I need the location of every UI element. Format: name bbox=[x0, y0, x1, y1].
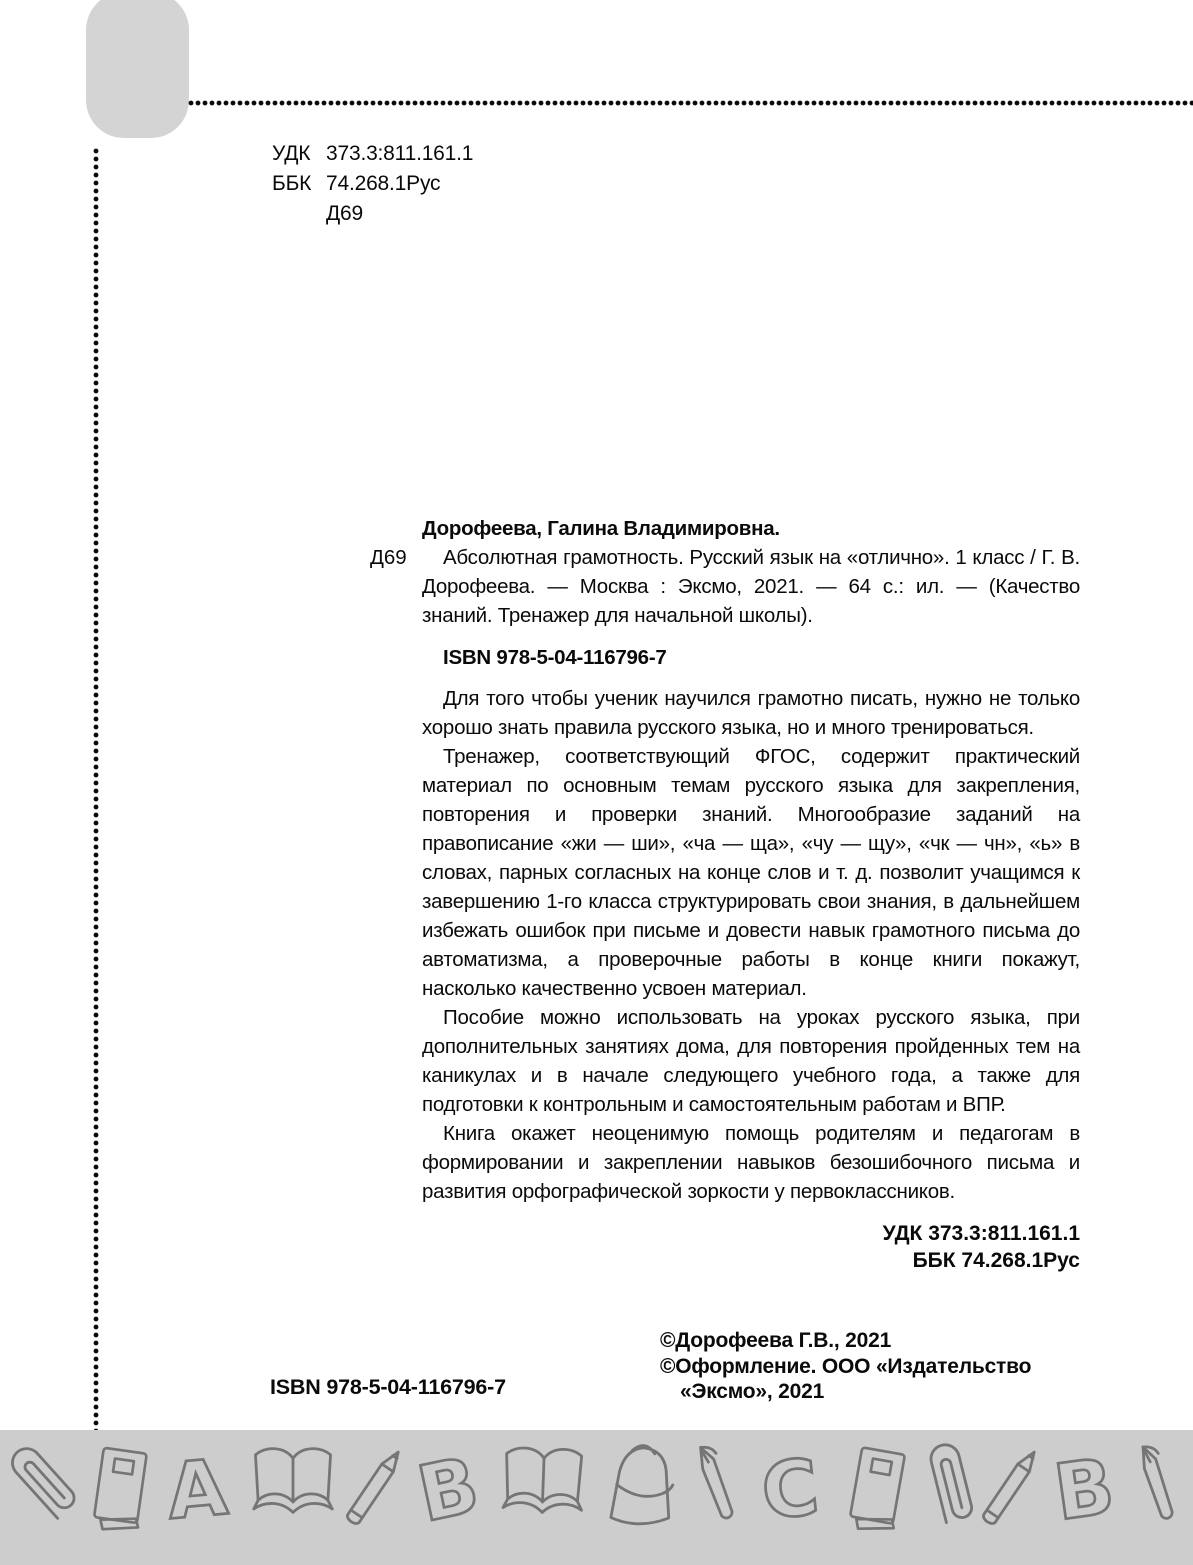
copyright-design: ©Оформление. ООО «Издательство bbox=[660, 1354, 1032, 1378]
svg-text:B: B bbox=[1048, 1442, 1120, 1539]
margin-author-sign: Д69 bbox=[370, 546, 407, 569]
udk-value: 373.3:811.161.1 bbox=[326, 142, 474, 165]
annotation-paragraph: Пособие можно использовать на уроках русского языка, при дополнительных занятиях дома, для повторения пройденных тем на каникулах и в начале следующего учебного года, а также для подготовки к контрольным и самостоятельным работам и ВПР. bbox=[422, 1006, 1080, 1116]
open-book-icon bbox=[493, 1432, 593, 1543]
svg-text:C: C bbox=[757, 1443, 823, 1538]
annotation-paragraph: Тренажер, соответствующий ФГОС, содержит практический материал по основным темам русского языка для закрепления, повторения и проверки знаний. Многообразие заданий на правописание «жи — ши», «ча — ща», «чу — щу», «чк — чн», «ь» в словах, парных согласных на конце слов и т. д. позволит учащимся к завершению 1-го класса структурировать свои знания, в дальнейшем избежать ошибок при письме и довести навык грамотного письма до автоматизма, а проверочные работы в конце книги покажут, насколько качественно усвоен материал. bbox=[422, 745, 1080, 1000]
open-book-icon bbox=[245, 1434, 341, 1542]
letter-c-icon bbox=[744, 1430, 835, 1546]
bbk-footer: ББК 74.268.1Рус bbox=[912, 1249, 1080, 1272]
author-sign: Д69 bbox=[326, 202, 363, 225]
notebook-icon bbox=[72, 1430, 156, 1547]
copyright-block bbox=[660, 1328, 1031, 1405]
author-heading: Дорофеева, Галина Владимировна. bbox=[422, 517, 780, 540]
svg-text:A: A bbox=[163, 1443, 231, 1538]
letter-b-icon bbox=[397, 1427, 498, 1549]
copyright-author: ©Дорофеева Г.В., 2021 bbox=[660, 1329, 892, 1352]
bbk-row bbox=[272, 169, 473, 199]
dotted-border-left bbox=[93, 148, 99, 1430]
udk-row bbox=[272, 139, 473, 169]
corner-blob bbox=[86, 0, 189, 138]
bbk-value: 74.268.1Рус bbox=[326, 172, 441, 195]
udk-label: УДК bbox=[272, 142, 311, 165]
notebook-icon bbox=[828, 1429, 916, 1548]
copyright-publisher: «Эксмо», 2021 bbox=[680, 1380, 825, 1403]
svg-text:B: B bbox=[410, 1440, 486, 1541]
isbn-bottom: ISBN 978-5-04-116796-7 bbox=[270, 1375, 506, 1399]
udk-footer: УДК 373.3:811.161.1 bbox=[882, 1222, 1080, 1245]
dotted-border-top bbox=[188, 100, 1193, 106]
classification-footer bbox=[422, 1220, 1080, 1274]
classification-block bbox=[272, 139, 473, 229]
annotation-paragraph: Книга окажет неоценимую помощь родителям и педагогам в формировании и закреплении навыков безошибочного письма и развития орфографической зоркости у первоклассников. bbox=[422, 1122, 1080, 1203]
letter-a-icon bbox=[152, 1431, 241, 1546]
main-text-column bbox=[370, 514, 1080, 1274]
bibliographic-entry: Абсолютная грамотность. Русский язык на «отлично». 1 класс / Г. В. Дорофеева. — Москва : Эксмо, 2021. — 64 с.: ил. — (Качество знаний. Тренажер для начальной школы). bbox=[422, 546, 1080, 627]
isbn-line: ISBN 978-5-04-116796-7 bbox=[443, 646, 667, 669]
bbk-label: ББК bbox=[272, 172, 312, 195]
doodle-footer-band bbox=[0, 1430, 1193, 1565]
annotation-paragraph: Для того чтобы ученик научился грамотно писать, нужно не только хорошо знать правила русского языка, но и много тренироваться. bbox=[422, 687, 1080, 739]
